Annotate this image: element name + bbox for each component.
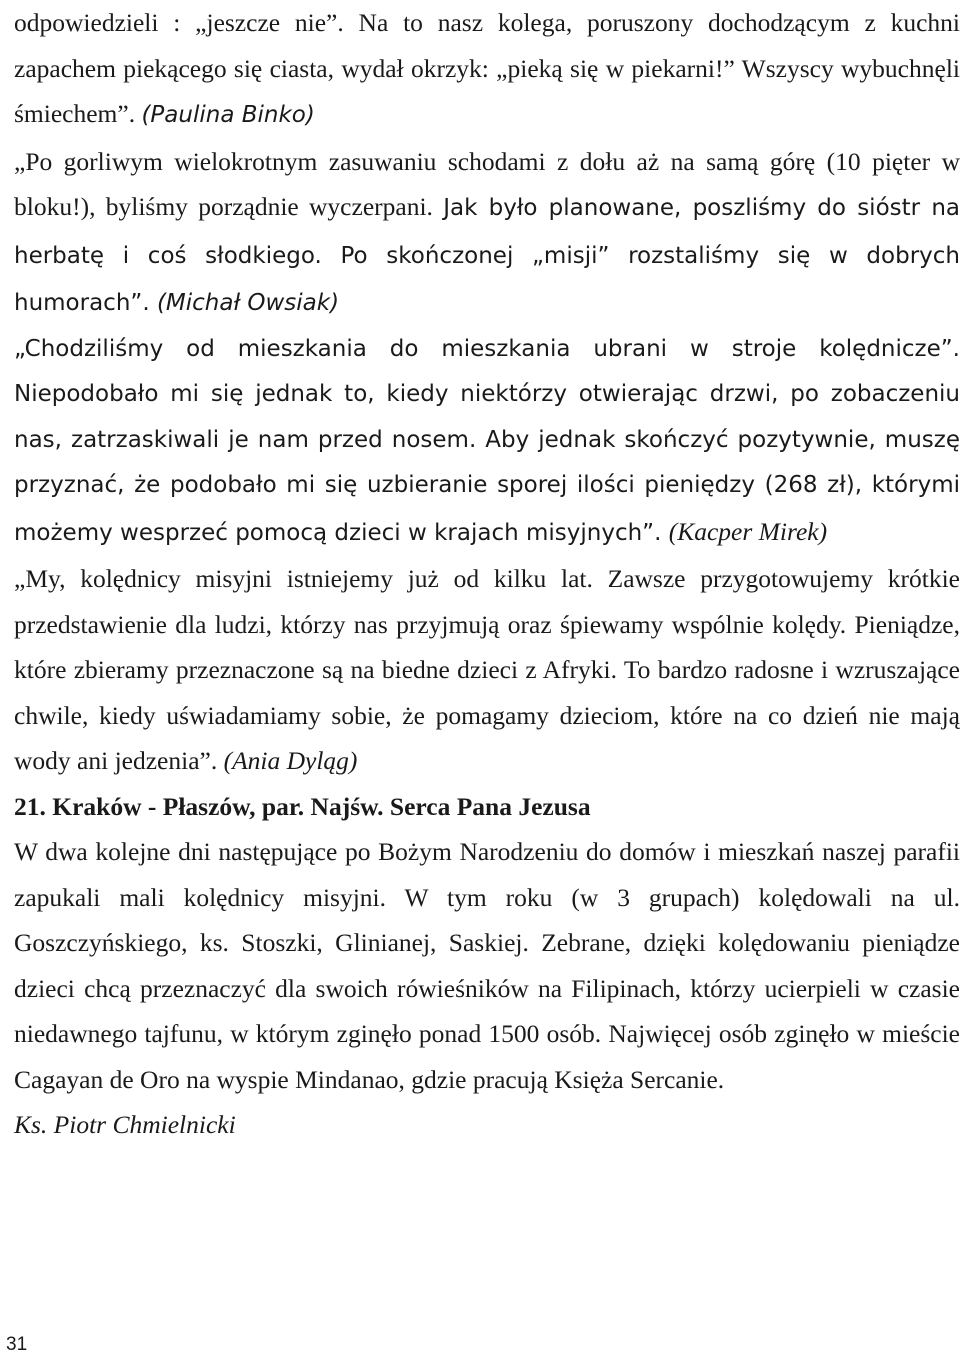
testimony-author: (Ania Dyląg): [223, 746, 358, 775]
page-number: 31: [6, 1334, 28, 1355]
testimony-text: „Po gorliwym wielokrotnym zasuwaniu schodami z dołu aż na samą górę (10 pięter w bloku!), byliśmy porządnie wyczerpani.: [14, 146, 960, 221]
document-page: [14, 0, 960, 1148]
testimony-author: (Paulina Binko): [141, 102, 315, 128]
testimony-text-continued: Aby jednak skończyć pozytywnie, muszę przyznać, że podobało mi się uzbieranie sporej ilości pieniędzy (268 zł), którymi możemy wesprzeć pomocą dzieci w krajach misyjnych”.: [14, 426, 960, 546]
testimony-text-continued: Jak było planowane, poszliśmy do sióstr na herbatę i coś słodkiego. Po skończonej „misji” rozstaliśmy się w dobrych humorach”.: [14, 195, 960, 316]
testimony-author: (Kacper Mirek): [668, 516, 828, 546]
testimony-text: odpowiedzieli : „jeszcze nie”. Na to nasz kolega, poruszony dochodzącym z kuchni zapachem piekącego się ciasta, wydał okrzyk: „pieką się w piekarni!” Wszyscy wybuchnęli śmiechem”.: [14, 8, 960, 128]
testimony-michal: [14, 139, 960, 327]
testimony-paulina: [14, 0, 960, 139]
testimony-author: (Michał Owsiak): [156, 290, 340, 316]
testimony-text: „My, kolędnicy misyjni istniejemy już od kilku lat. Zawsze przygotowujemy krótkie przedstawienie dla ludzi, którzy nas przyjmują oraz śpiewamy wspólnie kolędy. Pieniądze, które zbieramy przeznaczone są na biedne dzieci z Afryki. To bardzo radosne i wzruszające chwile, kiedy uświadamiamy sobie, że pomagamy dzieciom, które na co dzień nie mają wody ani jedzenia”.: [14, 564, 960, 775]
testimony-kacper: [14, 327, 960, 557]
signature: Ks. Piotr Chmielnicki: [14, 1110, 236, 1139]
section-body: W dwa kolejne dni następujące po Bożym Narodzeniu do domów i mieszkań naszej parafii zapukali mali kolędnicy misyjni. W tym roku (w 3 grupach) kolędowali na ul. Goszczyńskiego, ks. Stoszki, Glinianej, Saskiej. Zebrane, dzięki kolędowaniu pieniądze dzieci chcą przeznaczyć dla swoich rówieśników na Filipinach, którzy ucierpieli w czasie niedawnego tajfunu, w którym zginęło ponad 1500 osób. Najwięcej osób zginęło w mieście Cagayan de Oro na wyspie Mindanao, gdzie pracują Księża Sercanie.: [14, 837, 960, 1094]
testimony-text: „Chodziliśmy od mieszkania do mieszkania ubrani w stroje kolędnicze”. Niepodobało mi się jednak to, kiedy niektórzy otwierając drzwi, po zobaczeniu nas, zatrzaskiwali je nam przed nosem.: [14, 335, 960, 453]
section-heading: 21. Kraków - Płaszów, par. Najśw. Serca Pana Jezusa: [14, 791, 591, 821]
testimony-ania: [14, 556, 960, 784]
